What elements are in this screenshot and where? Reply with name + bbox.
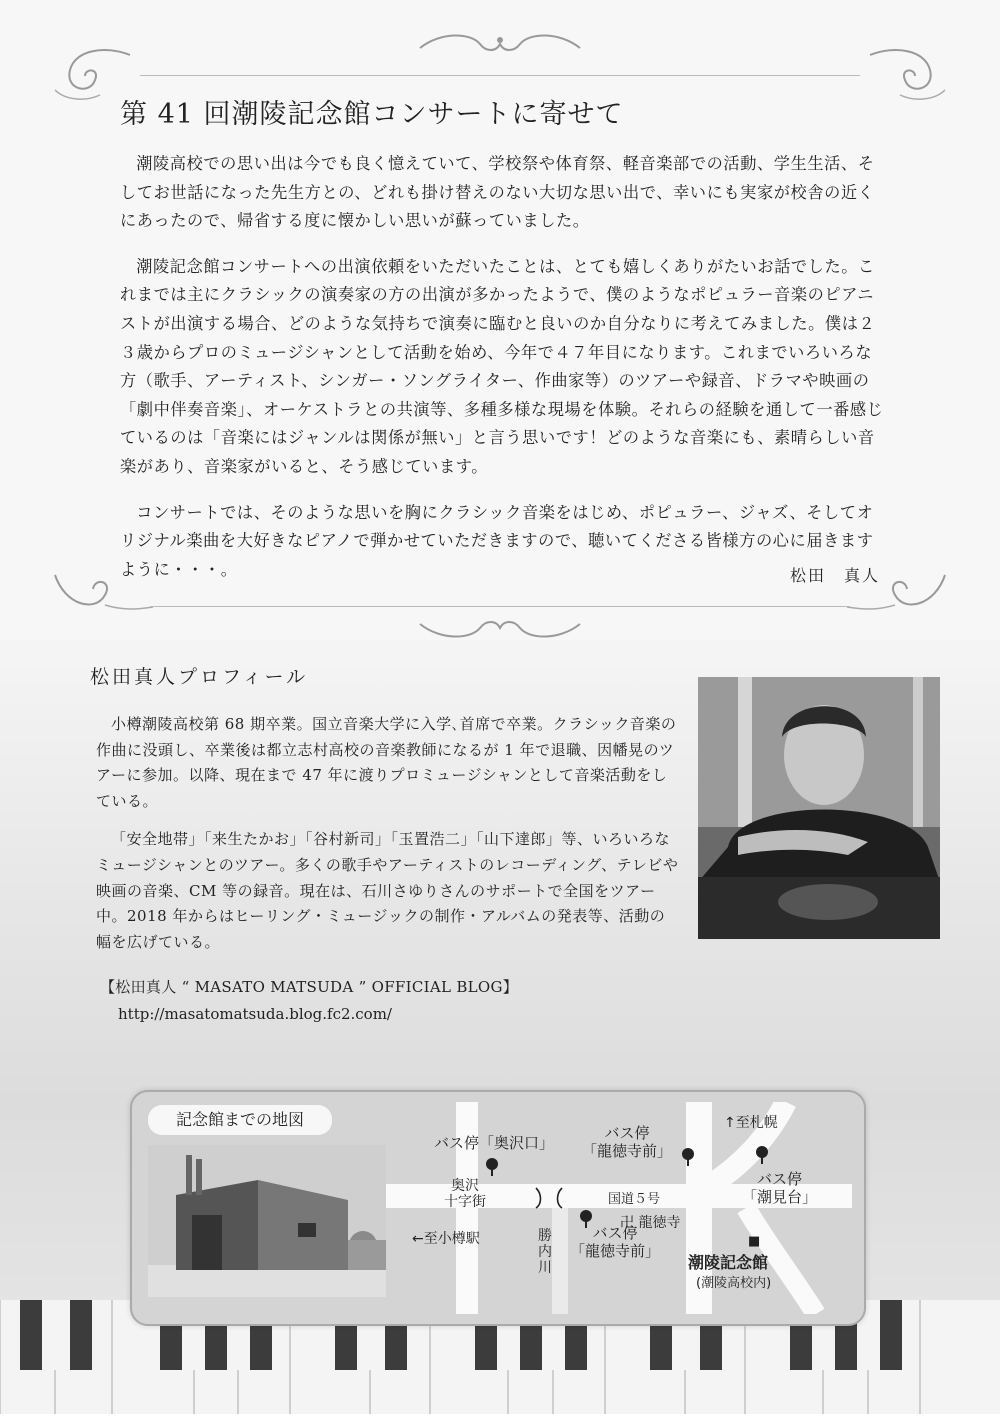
label-to-sapporo: ↑至札幌 [724,1115,778,1131]
letter-title: 第 41 回潮陵記念館コンサートに寄せて [120,99,624,130]
profile-title: 松田真人プロフィール [90,666,309,688]
ornament-mid-right [845,565,955,625]
label-hall: 潮陵記念館 [688,1253,769,1272]
label-okusawa-crossing: 奥沢 十字街 [444,1178,486,1210]
label-to-otaru: ←至小樽駅 [412,1231,480,1247]
label-bus-ryutokuji-lower: バス停 「龍徳寺前」 [570,1224,661,1260]
profile-paragraph: 小樽潮陵高校第 68 期卒業。国立音楽大学に入学､首席で卒業。クラシック音楽の作曲に没頭し、卒業後は都立志村高校の音楽教師になるが 1 年で退職、因幡晃のツアーに参加。以降、現在まで 47 年に渡りプロミュージシャンとして音楽活動をしている。 [96,715,677,810]
letter-paragraph: 潮陵記念館コンサートへの出演依頼をいただいたことは、とても嬉しくありがたいお話でした。これまでは主にクラシックの演奏家の方の出演が多かったようで、僕のようなポピュラー音楽のピアニストが出演する場合、どのような気持ちで演奏に臨むと良いのか自分なりに考えてみました。僕は２３歳からプロのミュージシャンとして活動を始め、今年で４７年目になります。これまでいろいろな方（歌手、アーティスト、シンガー・ソングライター、作曲家等）のツアーや録音、ドラマや映画の「劇中伴奏音楽」、オーケストラとの共演等、多種多様な現場を体験。それらの経験を通して一番感じているのは「音楽にはジャンルは関係が無い」と言う思いです！どのような音楽にも、素晴らしい音楽があり、音楽家がいると、そう感じています。 [120,256,884,476]
ornament-top-right [860,40,955,105]
blog-link[interactable]: http://masatomatsuda.blog.fc2.com/ [118,1005,392,1023]
label-bus-okusawa: バス停「奥沢口」 [434,1134,555,1152]
label-hall-sub: (潮陵高校内) [696,1276,772,1291]
label-bus-shiomidai: バス停 「潮見台」 [742,1170,818,1206]
profile-paragraph: 「安全地帯」「来生たかお」「谷村新司」「玉置浩二」「山下達郎」等、いろいろなミュージシャンとのツアー。多くの歌手やアーティストのレコーディング、テレビや映画の音楽、CM 等の録音。現在は、石川さゆりさんのサポートで全国をツアー中。2018 年からはヒーリング・ミュージックの制作・アルバムの発表等、活動の幅を広げている。 [96,830,679,951]
ornament-mid-center [410,608,590,642]
artist-photo [698,677,940,939]
ornament-mid-left [45,565,155,625]
letter-paragraph: 潮陵高校での思い出は今でも良く憶えていて、学校祭や体育祭、軽音楽部での活動、学生生活、そしてお世話になった先生方との、どれも掛け替えのない大切な思い出で、幸いにも実家が校舎の近くにあったので、帰省する度に懐かしい思いが蘇っていました。 [120,154,875,231]
divider-middle [150,606,850,607]
map-title: 記念館までの地図 [148,1105,332,1135]
letter-signature: 松田 真人 [789,566,880,585]
hall-marker: ■ [748,1234,761,1249]
divider-top [140,75,860,76]
letter-paragraph: コンサートでは、そのような思いを胸にクラシック音楽をはじめ、ポピュラー、ジャズ、そしてオリジナル楽曲を大好きなピアノで弾かせていただきますので、聴いてくださる皆様方の心に届きますように・・・。 [120,502,874,579]
label-bus-ryutokuji-upper: バス停 「龍徳寺前」 [582,1124,673,1160]
ornament-top-center [410,30,590,66]
profile-body [96,712,680,968]
label-route5: 国道５号 [608,1192,661,1207]
route-map [386,1102,852,1314]
label-temple: 卍 龍徳寺 [620,1215,681,1231]
memorial-hall-photo [148,1145,386,1297]
letter-body [120,150,885,601]
label-katsunai-river: 勝 内 川 [538,1228,552,1276]
blog-label: 【松田真人 “ MASATO MATSUDA ” OFFICIAL BLOG】 [100,978,519,996]
